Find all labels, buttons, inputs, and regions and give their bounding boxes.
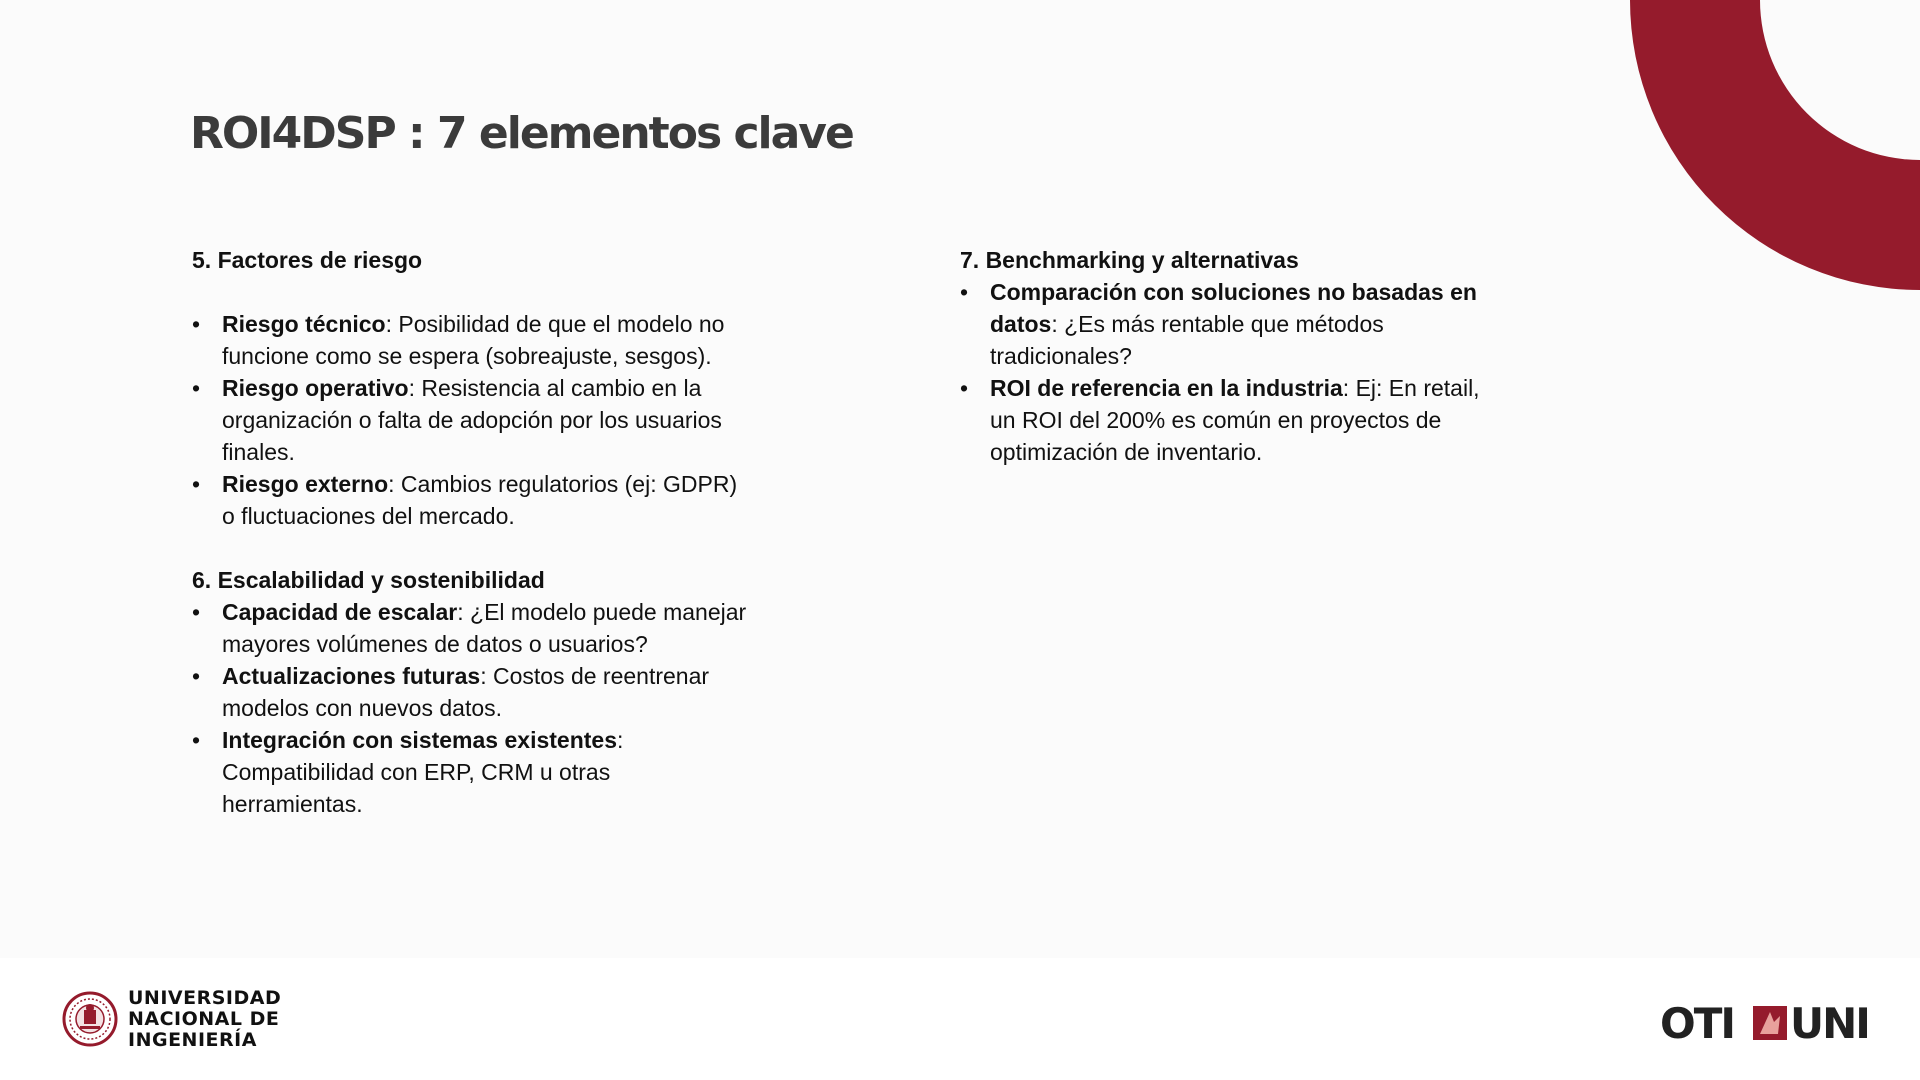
page-title: ROI4DSP : 7 elementos clave	[190, 108, 853, 159]
item-term: Riesgo técnico	[222, 311, 386, 337]
section-heading-benchmarking: 7. Benchmarking y alternativas	[960, 247, 1299, 273]
university-name	[128, 988, 281, 1051]
list-item	[192, 724, 752, 820]
list-item	[192, 372, 752, 468]
university-name-line: NACIONAL DE	[128, 1008, 280, 1030]
list-item	[960, 372, 1500, 468]
section-heading-scalability: 6. Escalabilidad y sostenibilidad	[192, 567, 545, 593]
oti-uni-logo	[1660, 1000, 1880, 1044]
footer-band	[0, 958, 1920, 1080]
item-term: Actualizaciones futuras	[222, 663, 481, 689]
uni-logo-text: UNI	[1790, 1000, 1869, 1044]
left-column	[192, 244, 752, 820]
oti-logo-text: OTI	[1660, 1000, 1734, 1044]
university-seal-icon	[62, 982, 118, 1056]
risk-factors-list	[192, 308, 752, 532]
item-term: Capacidad de escalar	[222, 599, 458, 625]
item-text: : Cambios regulatorios (ej: GDPR) o fluctuaciones del mercado.	[222, 471, 738, 529]
list-item	[192, 308, 752, 372]
benchmarking-list	[960, 276, 1500, 468]
item-term: Riesgo operativo	[222, 375, 409, 401]
list-item	[192, 468, 752, 532]
section-heading-risk-factors: 5. Factores de riesgo	[192, 247, 423, 273]
item-text: : Costos de reentrenar modelos con nuevos datos.	[222, 663, 710, 721]
scalability-list	[192, 596, 752, 820]
list-item	[960, 276, 1500, 372]
university-name-line: INGENIERÍA	[128, 1029, 257, 1051]
item-term: Riesgo externo	[222, 471, 389, 497]
item-text: : ¿Es más rentable que métodos tradicionales?	[990, 311, 1384, 369]
item-text: : Posibilidad de que el modelo no funcione como se espera (sobreajuste, sesgos).	[222, 311, 725, 369]
list-item	[192, 660, 752, 724]
item-term: ROI de referencia en la industria	[990, 375, 1343, 401]
item-text: : ¿El modelo puede manejar mayores volúmenes de datos o usuarios?	[222, 599, 747, 657]
item-text: : Resistencia al cambio en la organización o falta de adopción por los usuarios finales.	[222, 375, 722, 465]
item-text: : Compatibilidad con ERP, CRM u otras herramientas.	[222, 727, 624, 817]
right-column	[960, 244, 1500, 468]
item-term: Integración con sistemas existentes	[222, 727, 617, 753]
item-term: Comparación con soluciones no basadas en datos	[990, 279, 1477, 337]
university-logo	[62, 982, 282, 1056]
item-text: : Ej: En retail, un ROI del 200% es común en proyectos de optimización de inventario.	[990, 375, 1480, 465]
university-name-line: UNIVERSIDAD	[128, 987, 282, 1009]
list-item	[192, 596, 752, 660]
oti-emblem-icon	[1753, 1006, 1787, 1040]
